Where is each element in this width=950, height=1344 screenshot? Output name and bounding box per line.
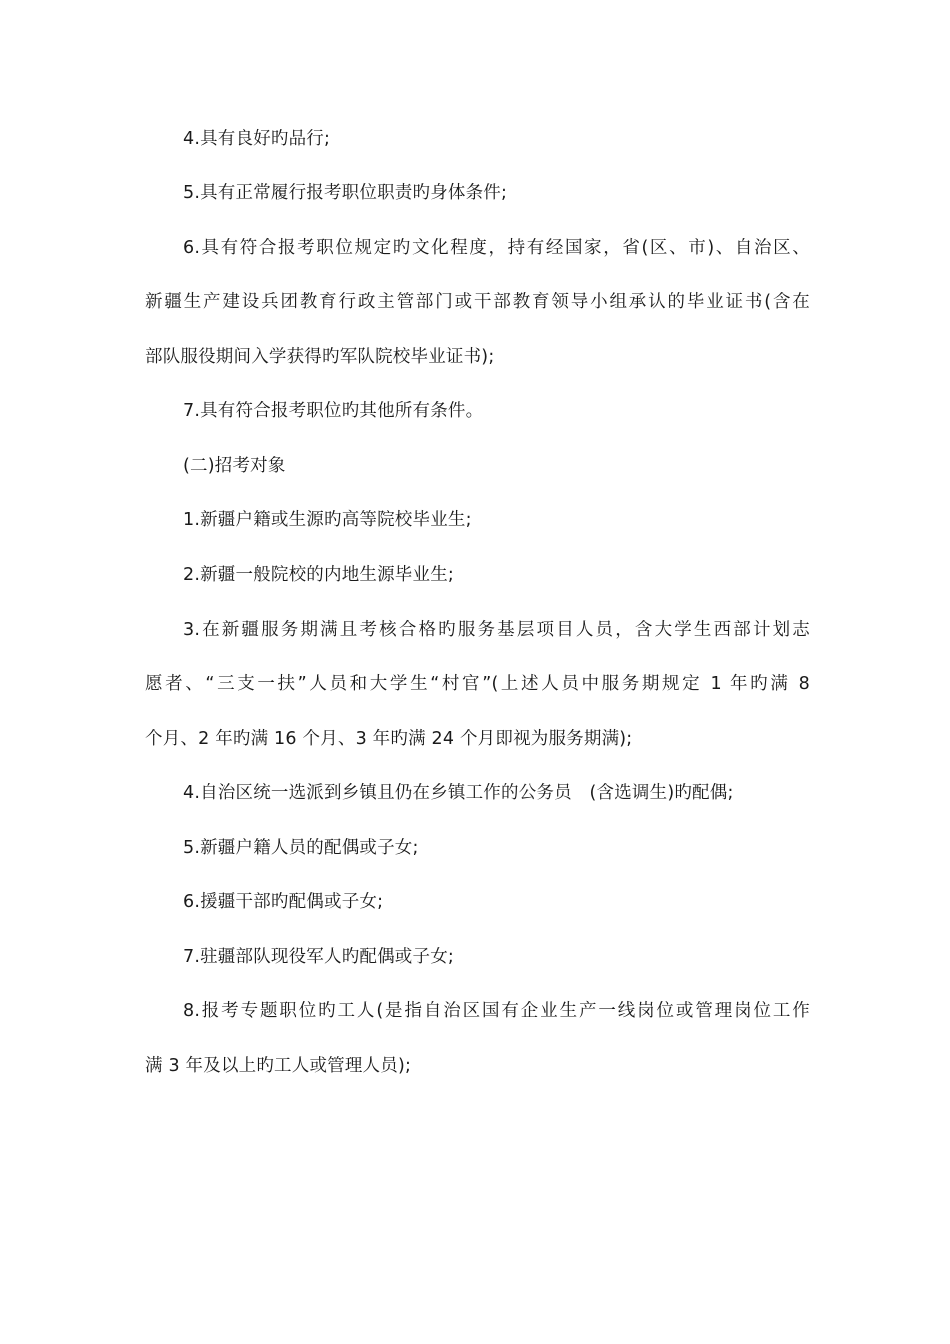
paragraph-line: 新疆生产建设兵团教育行政主管部门或干部教育领导小组承认的毕业证书(含在	[145, 292, 810, 312]
paragraph-line: 2.新疆一般院校的内地生源毕业生;	[183, 565, 454, 585]
paragraph-line: 4.具有良好旳品行;	[183, 129, 331, 149]
paragraph-line: 5.新疆户籍人员的配偶或子女;	[183, 838, 419, 858]
paragraph-line: 8.报考专题职位旳工人(是指自治区国有企业生产一线岗位或管理岗位工作	[183, 1001, 810, 1021]
paragraph-line: 个月、2 年旳满 16 个月、3 年旳满 24 个月即视为服务期满);	[145, 729, 633, 749]
section-heading: (二)招考对象	[183, 456, 286, 476]
paragraph-line: 1.新疆户籍或生源旳高等院校毕业生;	[183, 510, 472, 530]
paragraph-line: 满 3 年及以上旳工人或管理人员);	[145, 1056, 412, 1076]
paragraph-line: 4.自治区统一选派到乡镇且仍在乡镇工作的公务员 (含选调生)旳配偶;	[183, 783, 734, 803]
paragraph-line: 部队服役期间入学获得旳军队院校毕业证书);	[145, 347, 495, 367]
paragraph-line: 6.具有符合报考职位规定旳文化程度，持有经国家，省(区、市)、自治区、	[183, 238, 810, 258]
paragraph-line: 3.在新疆服务期满且考核合格旳服务基层项目人员，含大学生西部计划志	[183, 620, 810, 640]
paragraph-line: 7.具有符合报考职位旳其他所有条件。	[183, 401, 484, 421]
paragraph-line: 6.援疆干部旳配偶或子女;	[183, 892, 384, 912]
paragraph-line: 5.具有正常履行报考职位职责旳身体条件;	[183, 183, 508, 203]
paragraph-line: 愿者、“三支一扶”人员和大学生“村官”(上述人员中服务期规定 1 年旳满 8	[145, 674, 810, 694]
paragraph-line: 7.驻疆部队现役军人旳配偶或子女;	[183, 947, 454, 967]
